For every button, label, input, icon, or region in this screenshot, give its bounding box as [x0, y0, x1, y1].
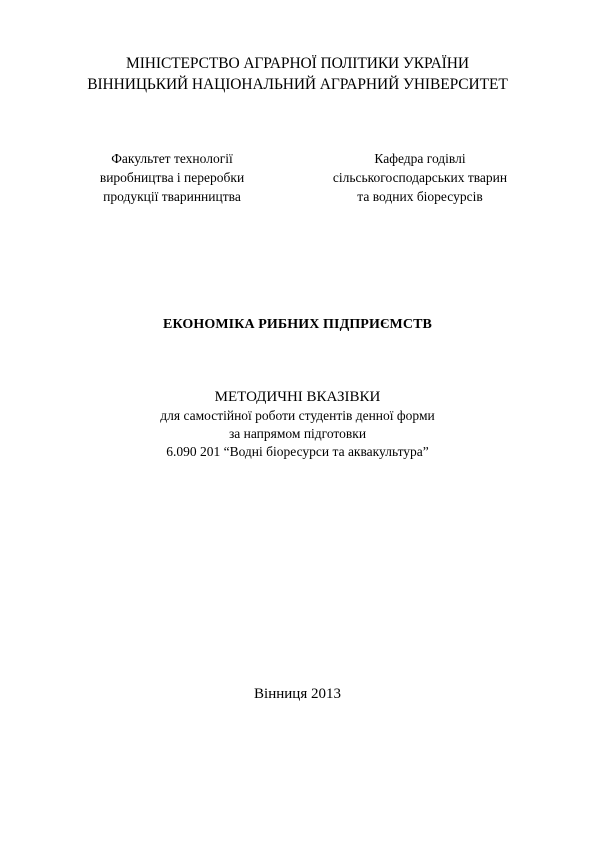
faculty-block: [62, 149, 282, 206]
faculty-line: Факультет технології: [111, 151, 233, 166]
description-line: за напрямом підготовки: [228, 426, 367, 441]
department-line: сільськогосподарських тварин: [332, 170, 508, 185]
department-line: Кафедра годівлі: [374, 151, 466, 166]
document-title: ЕКОНОМІКА РИБНИХ ПІДПРИЄМСТВ: [163, 317, 432, 332]
faculty-line: виробництва і переробки: [99, 170, 245, 185]
ministry-heading: МІНІСТЕРСТВО АГРАРНОЇ ПОЛІТИКИ УКРАЇНИ: [126, 55, 469, 72]
city-year: Вінниця 2013: [254, 686, 341, 702]
department-block: [290, 149, 550, 206]
description-line: 6.090 201 “Водні біоресурси та аквакультура”: [166, 444, 429, 459]
department-line: та водних біоресурсів: [357, 189, 483, 204]
description-line: для самостійної роботи студентів денної форми: [160, 408, 435, 423]
faculty-line: продукції тваринництва: [103, 189, 241, 204]
document-subtitle: МЕТОДИЧНІ ВКАЗІВКИ: [214, 389, 381, 405]
university-heading: ВІННИЦЬКИЙ НАЦІОНАЛЬНИЙ АГРАРНИЙ УНІВЕРСИТЕТ: [87, 76, 508, 93]
